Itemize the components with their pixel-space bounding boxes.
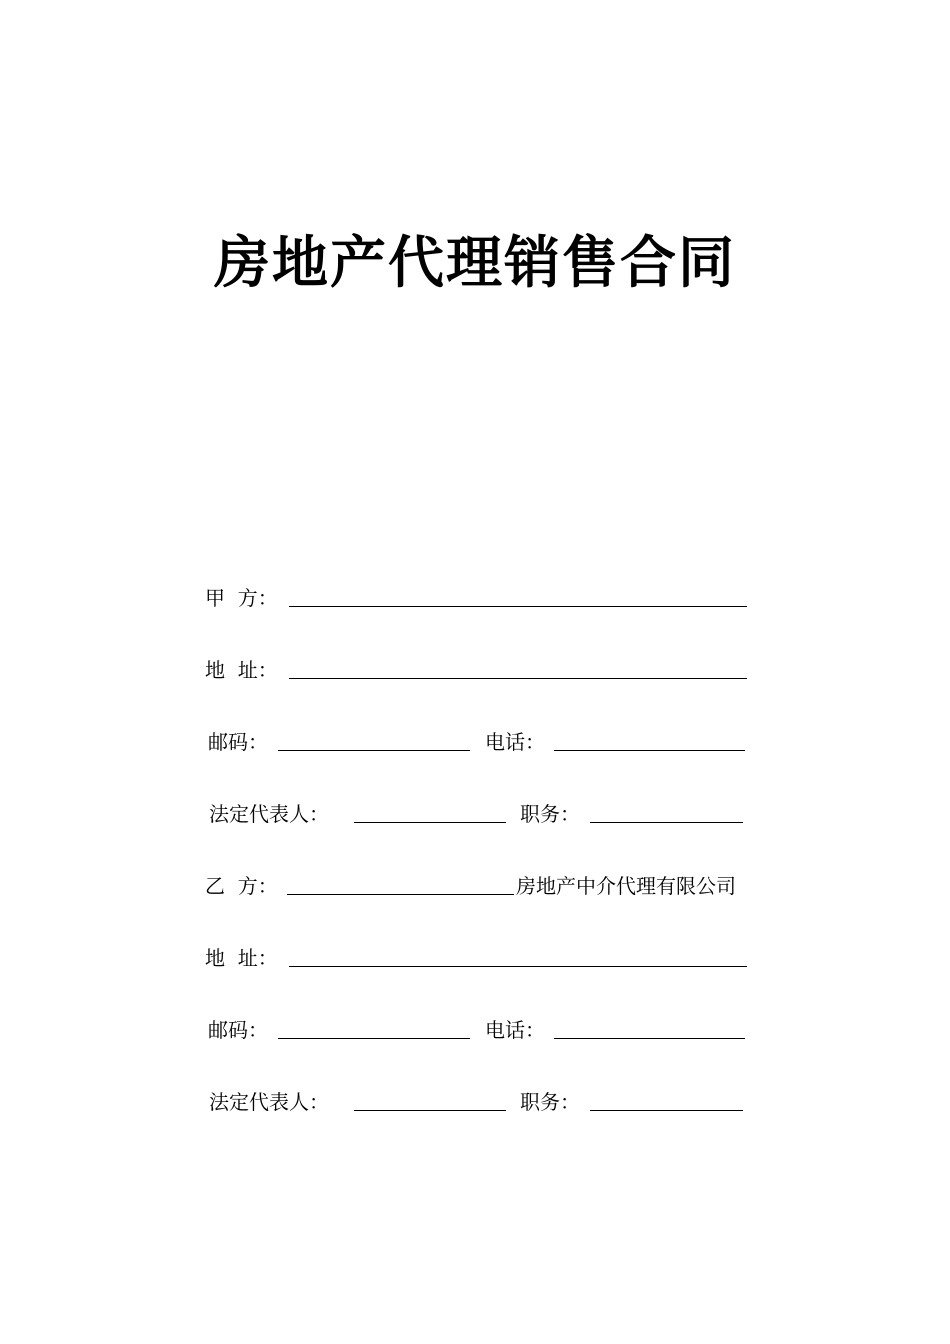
party-a-legal-rep-field[interactable] bbox=[354, 822, 506, 823]
party-a-position-field[interactable] bbox=[590, 822, 743, 823]
party-a-position-label: 职务： bbox=[520, 802, 580, 826]
party-b-address-label: 地 址： bbox=[205, 946, 278, 970]
party-a-postcode-field[interactable] bbox=[278, 750, 470, 751]
party-b-name-suffix: 房地产中介代理有限公司 bbox=[516, 874, 736, 898]
party-b-postcode-label: 邮码： bbox=[208, 1018, 268, 1042]
party-b-legal-rep-label: 法定代表人： bbox=[209, 1090, 329, 1114]
party-a-address-field[interactable] bbox=[289, 678, 747, 679]
party-b-name-label: 乙 方： bbox=[205, 874, 278, 898]
party-b-legal-rep-field[interactable] bbox=[354, 1110, 506, 1111]
document-title: 房地产代理销售合同 bbox=[214, 231, 736, 296]
party-a-phone-field[interactable] bbox=[554, 750, 745, 751]
party-a-phone-label: 电话： bbox=[485, 730, 545, 754]
party-a-address-label: 地 址： bbox=[205, 658, 278, 682]
party-a-legal-rep-label: 法定代表人： bbox=[209, 802, 329, 826]
party-b-address-field[interactable] bbox=[289, 966, 747, 967]
party-a-name-field[interactable] bbox=[289, 606, 747, 607]
party-b-position-label: 职务： bbox=[520, 1090, 580, 1114]
party-b-phone-label: 电话： bbox=[485, 1018, 545, 1042]
party-a-name-label: 甲 方： bbox=[205, 586, 278, 610]
party-b-position-field[interactable] bbox=[590, 1110, 743, 1111]
party-b-phone-field[interactable] bbox=[554, 1038, 745, 1039]
party-a-postcode-label: 邮码： bbox=[208, 730, 268, 754]
party-b-name-field[interactable] bbox=[287, 894, 514, 895]
party-b-postcode-field[interactable] bbox=[278, 1038, 470, 1039]
